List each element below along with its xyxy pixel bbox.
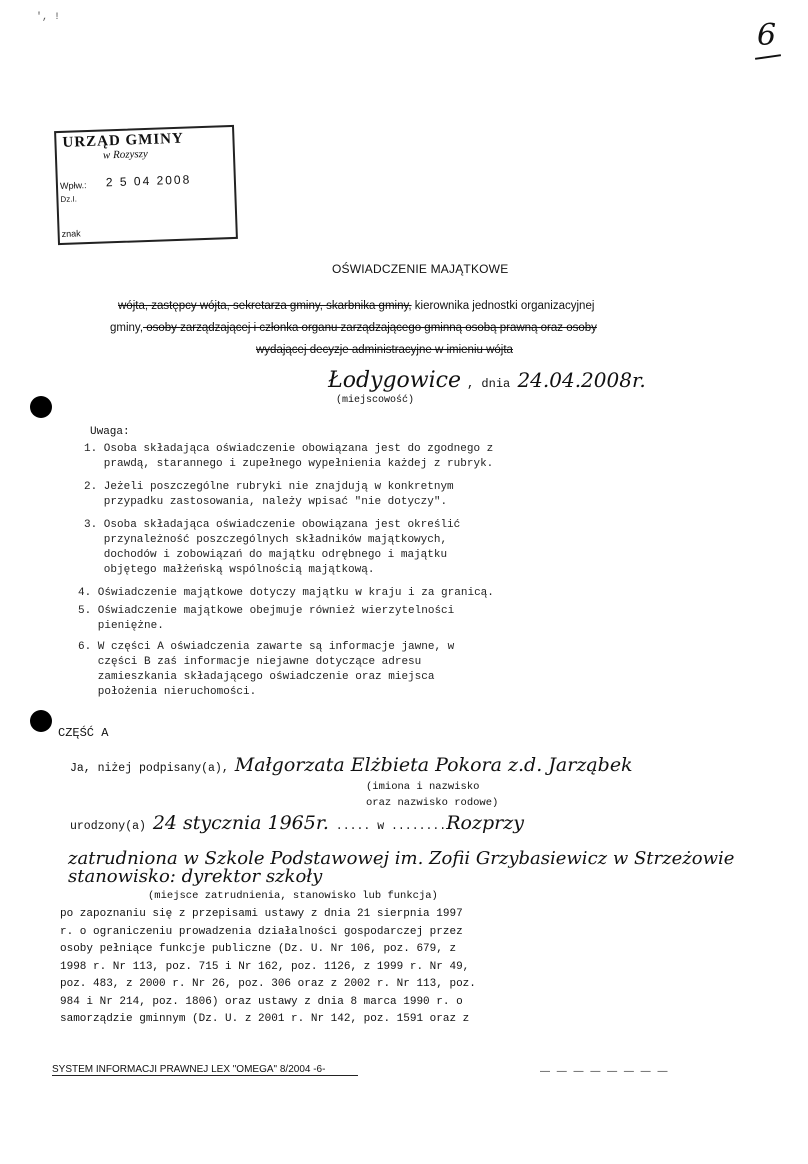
note-item: 3. Osoba składająca oświadczenie obowiązana jest określić przynależność poszczególnych składników majątkowych, dochodów i zobowiązań do majątku odrębnego i majątku objętego małżeńską wspólnością majątkową. xyxy=(84,519,461,576)
place-caption: (miejscowość) xyxy=(336,395,415,406)
stamp-dz-label: Dz.I. xyxy=(60,194,78,204)
birth-date: 24 stycznia 1965r. xyxy=(152,812,329,834)
hole-punch-mark xyxy=(30,396,52,418)
header-line-1-struck: wójta, zastępcy wójta, sekretarza gminy, skarbnika gminy, xyxy=(118,300,412,312)
header-line-3 xyxy=(256,344,513,356)
signed-prefix: Ja, niżej podpisany(a), xyxy=(70,762,229,775)
employment-line-2: stanowisko: dyrektor szkoły xyxy=(68,866,323,887)
note-item: 6. W części A oświadczenia zawarte są informacje jawne, w części B zaś informacje niejawne dotyczące adresu zamieszkania składającego oświadczenie oraz miejsca położenia nieruchomości. xyxy=(78,641,455,698)
header-line-2-struck: osoby zarządzającej i członka organu zarządzającego gminną osobą prawną oraz osoby xyxy=(143,322,597,334)
name-caption: (imiona i nazwisko xyxy=(366,781,480,793)
place-date-line xyxy=(328,368,646,393)
name-caption-2: oraz nazwisko rodowe) xyxy=(366,797,499,809)
date-value: 24.04.2008r. xyxy=(517,368,646,392)
employment-caption: (miejsce zatrudnienia, stanowisko lub funkcja) xyxy=(148,890,438,902)
document-title: OŚWIADCZENIE MAJĄTKOWE xyxy=(332,262,509,276)
place-value: Łodygowice xyxy=(328,368,462,393)
header-line-3-struck: wydającej decyzje administracyjne w imieniu wójta xyxy=(256,344,513,356)
stamp-place: w Rozyszy xyxy=(102,147,149,162)
stamp-date: 2 5 04 2008 xyxy=(105,172,192,190)
footer-source: SYSTEM INFORMACJI PRAWNEJ LEX "OMEGA" 8/2004 -6- xyxy=(52,1064,326,1075)
corner-mark: ', ! xyxy=(36,12,61,23)
page-number-underline xyxy=(755,54,781,60)
header-line-2-kept: gminy, xyxy=(110,322,144,334)
hole-punch-mark xyxy=(30,710,52,732)
part-a-heading: CZĘŚĆ A xyxy=(58,726,109,740)
header-line-1 xyxy=(118,300,594,312)
signed-line xyxy=(70,754,633,776)
header-line-1-kept: kierownika jednostki organizacyjnej xyxy=(411,300,595,312)
page-number: 6 xyxy=(757,18,777,53)
notes-heading: Uwaga: xyxy=(90,426,130,438)
note-item: 4. Oświadczenie majątkowe dotyczy majątku w kraju i za granicą. xyxy=(78,587,494,599)
stamp-znak-label: znak xyxy=(61,228,81,239)
birth-mid: ..... w ........ xyxy=(328,820,447,833)
birth-place: Rozprzy xyxy=(446,812,524,834)
date-prefix: , dnia xyxy=(467,377,518,391)
stamp-date-label: Wpłw.: xyxy=(59,180,87,191)
header-line-2 xyxy=(110,322,597,334)
note-item: 2. Jeżeli poszczególne rubryki nie znajdują w konkretnym przypadku zastosowania, należy wpisać "nie dotyczy". xyxy=(84,481,454,508)
footer-rule xyxy=(52,1075,358,1076)
note-item: 1. Osoba składająca oświadczenie obowiązana jest do zgodnego z prawdą, starannego i zupełnego wypełnienia każdej z rubryk. xyxy=(84,443,494,470)
birth-prefix: urodzony(a) xyxy=(70,820,153,833)
body-paragraph: po zapoznaniu się z przepisami ustawy z dnia 21 sierpnia 1997 r. o ograniczeniu prowadzenia działalności gospodarczej przez osoby pełniące funkcje publiczne (Dz. U. Nr 106, poz. 679, z 1998 r. Nr 113, poz. 715 i Nr 162, poz. 1126, z 1999 r. Nr 49, poz. 483, z 2000 r. Nr 26, poz. 306 oraz z 2002 r. Nr 113, poz. 984 i Nr 214, poz. 1806) oraz ustawy z dnia 8 marca 1990 r. o samorządzie gminnym (Dz. U. z 2001 r. Nr 142, poz. 1591 oraz z xyxy=(60,908,476,1025)
footer-dashes: — — — — — — — — xyxy=(540,1066,670,1077)
employment-line-1: zatrudniona w Szkole Podstawowej im. Zofii Grzybasiewicz w Strzeżowie xyxy=(68,848,735,869)
note-item: 5. Oświadczenie majątkowe obejmuje również wierzytelności pieniężne. xyxy=(78,605,455,632)
signed-name: Małgorzata Elżbieta Pokora z.d. Jarząbek xyxy=(234,754,633,776)
office-stamp xyxy=(54,125,238,245)
birth-line xyxy=(70,812,524,834)
stamp-title: URZĄD GMINY xyxy=(62,130,185,151)
